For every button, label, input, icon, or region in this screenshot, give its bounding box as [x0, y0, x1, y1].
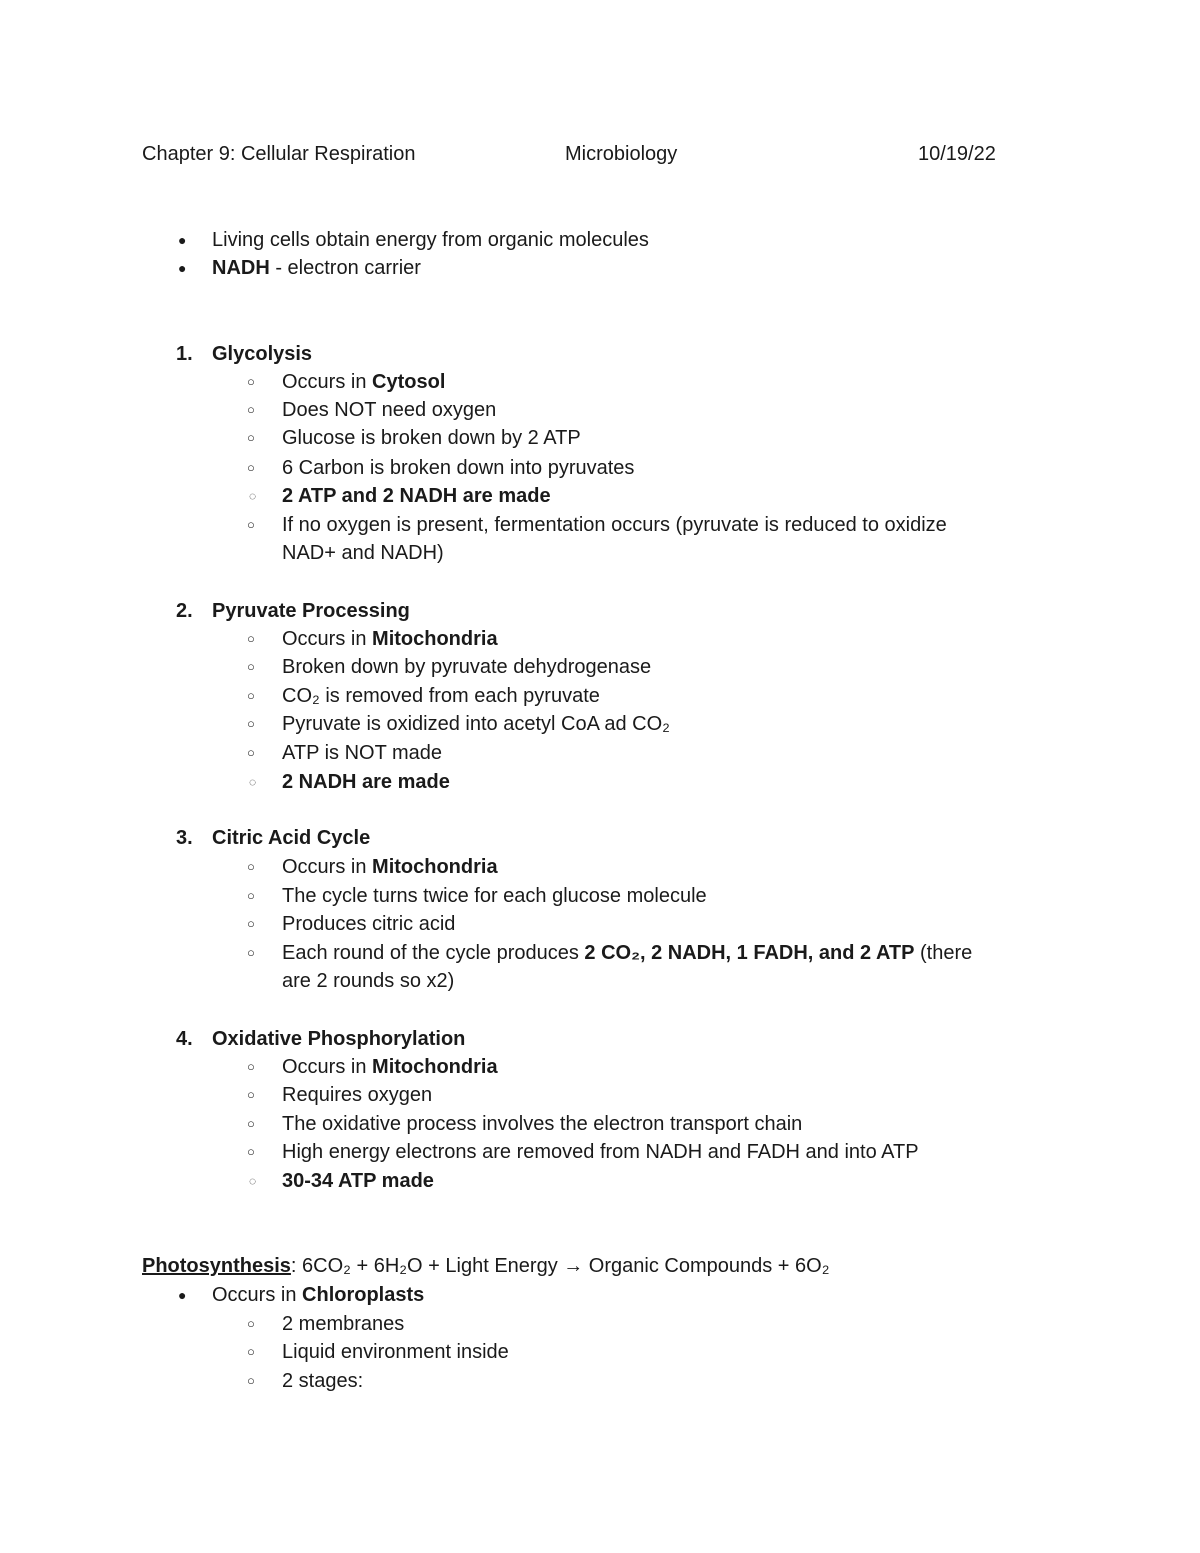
section-title-oxphos: Oxidative Phosphorylation — [212, 1028, 466, 1050]
item-text: Occurs in — [282, 1056, 373, 1078]
bullet-dot-icon: ● — [178, 232, 187, 248]
bullet-circle-icon: ○ — [247, 1344, 255, 1359]
bullet-circle-icon: ○ — [247, 374, 255, 389]
glycolysis-item-1 — [282, 368, 445, 396]
section-number: 3. — [176, 827, 193, 849]
pyruvate-item-6: 2 NADH are made — [282, 771, 450, 793]
pyruvate-item-5: ATP is NOT made — [282, 742, 443, 764]
item-bold-text: Mitochondria — [372, 628, 498, 650]
oxphos-item-4: High energy electrons are removed from NADH and FADH and into ATP — [282, 1141, 919, 1163]
pyruvate-item-1 — [282, 625, 498, 653]
glycolysis-item-4: 6 Carbon is broken down into pyruvates — [282, 457, 635, 479]
bullet-circle-icon: ○ — [247, 402, 255, 417]
oxphos-item-2: Requires oxygen — [282, 1084, 433, 1106]
citric-item-4-line2: are 2 rounds so x2) — [282, 970, 455, 992]
bullet-circle-icon: ○ — [247, 460, 255, 475]
bullet-dot-icon: ● — [178, 1287, 187, 1303]
item-bold-text: Mitochondria — [372, 856, 498, 878]
nadh-definition: - electron carrier — [269, 257, 421, 279]
item-text: Occurs in — [282, 371, 373, 393]
bullet-circle-icon: ○ — [247, 517, 255, 532]
item-text: Occurs in — [282, 628, 373, 650]
bullet-circle-icon: ○ — [247, 859, 255, 874]
pyruvate-item-4: Pyruvate is oxidized into acetyl CoA ad CO₂ — [282, 713, 670, 735]
bullet-circle-icon: ○ — [247, 945, 255, 960]
bullet-circle-icon: ○ — [247, 716, 255, 731]
glycolysis-item-6-line2: NAD+ and NADH) — [282, 542, 444, 564]
bullet-circle-icon: ○ — [247, 916, 255, 931]
bullet-circle-icon: ○ — [247, 1087, 255, 1102]
bullet-dotted-circle-icon: ◌ — [249, 489, 257, 503]
item-bold-text: Chloroplasts — [302, 1284, 425, 1306]
section-number: 4. — [176, 1028, 193, 1050]
section-title-citric: Citric Acid Cycle — [212, 827, 371, 849]
bullet-circle-icon: ○ — [247, 631, 255, 646]
photosynthesis-equation: : 6CO₂ + 6H₂O + Light Energy → Organic Compounds + 6O₂ — [290, 1255, 830, 1277]
bullet-circle-icon: ○ — [247, 888, 255, 903]
item-bold-text: 2 CO₂, 2 NADH, 1 FADH, and 2 ATP — [584, 942, 915, 964]
section-title-pyruvate: Pyruvate Processing — [212, 600, 410, 622]
item-text: Each round of the cycle produces — [282, 942, 585, 964]
section-number: 1. — [176, 343, 193, 365]
citric-item-1 — [282, 853, 498, 881]
citric-item-2: The cycle turns twice for each glucose molecule — [282, 885, 707, 907]
bullet-circle-icon: ○ — [247, 1373, 255, 1388]
glycolysis-item-3: Glucose is broken down by 2 ATP — [282, 427, 581, 449]
section-number: 2. — [176, 600, 193, 622]
photo-sub-1: 2 membranes — [282, 1313, 405, 1335]
glycolysis-item-5: 2 ATP and 2 NADH are made — [282, 485, 551, 507]
citric-item-3: Produces citric acid — [282, 913, 456, 935]
intro-bullet-1: Living cells obtain energy from organic molecules — [212, 229, 649, 251]
intro-bullet-2 — [212, 254, 421, 282]
bullet-circle-icon: ○ — [247, 659, 255, 674]
bullet-circle-icon: ○ — [247, 745, 255, 760]
bullet-circle-icon: ○ — [247, 1144, 255, 1159]
item-text: (there — [914, 942, 973, 964]
photo-bullet-1 — [212, 1281, 424, 1309]
item-bold-text: Cytosol — [372, 371, 446, 393]
photosynthesis-label: Photosynthesis — [142, 1255, 291, 1277]
pyruvate-item-3: CO₂ is removed from each pyruvate — [282, 685, 600, 707]
photo-sub-2: Liquid environment inside — [282, 1341, 509, 1363]
citric-item-4-line1 — [282, 939, 972, 967]
oxphos-item-5: 30-34 ATP made — [282, 1170, 434, 1192]
section-title-glycolysis: Glycolysis — [212, 343, 313, 365]
photo-sub-3: 2 stages: — [282, 1370, 364, 1392]
item-text: Occurs in — [212, 1284, 303, 1306]
bullet-circle-icon: ○ — [247, 1116, 255, 1131]
header-chapter-title: Chapter 9: Cellular Respiration — [142, 143, 416, 165]
oxphos-item-3: The oxidative process involves the electron transport chain — [282, 1113, 803, 1135]
bullet-circle-icon: ○ — [247, 430, 255, 445]
bullet-dotted-circle-icon: ◌ — [249, 1174, 257, 1188]
header-date: 10/19/22 — [918, 143, 996, 165]
bullet-dot-icon: ● — [178, 260, 187, 276]
item-bold-text: Mitochondria — [372, 1056, 498, 1078]
item-text: Occurs in — [282, 856, 373, 878]
bullet-dotted-circle-icon: ◌ — [249, 775, 257, 789]
nadh-term: NADH — [212, 257, 270, 279]
bullet-circle-icon: ○ — [247, 688, 255, 703]
oxphos-item-1 — [282, 1053, 498, 1081]
photosynthesis-equation-line — [142, 1252, 829, 1280]
bullet-circle-icon: ○ — [247, 1059, 255, 1074]
glycolysis-item-6-line1: If no oxygen is present, fermentation occurs (pyruvate is reduced to oxidize — [282, 514, 947, 536]
glycolysis-item-2: Does NOT need oxygen — [282, 399, 497, 421]
pyruvate-item-2: Broken down by pyruvate dehydrogenase — [282, 656, 652, 678]
header-subject: Microbiology — [565, 143, 678, 165]
bullet-circle-icon: ○ — [247, 1316, 255, 1331]
